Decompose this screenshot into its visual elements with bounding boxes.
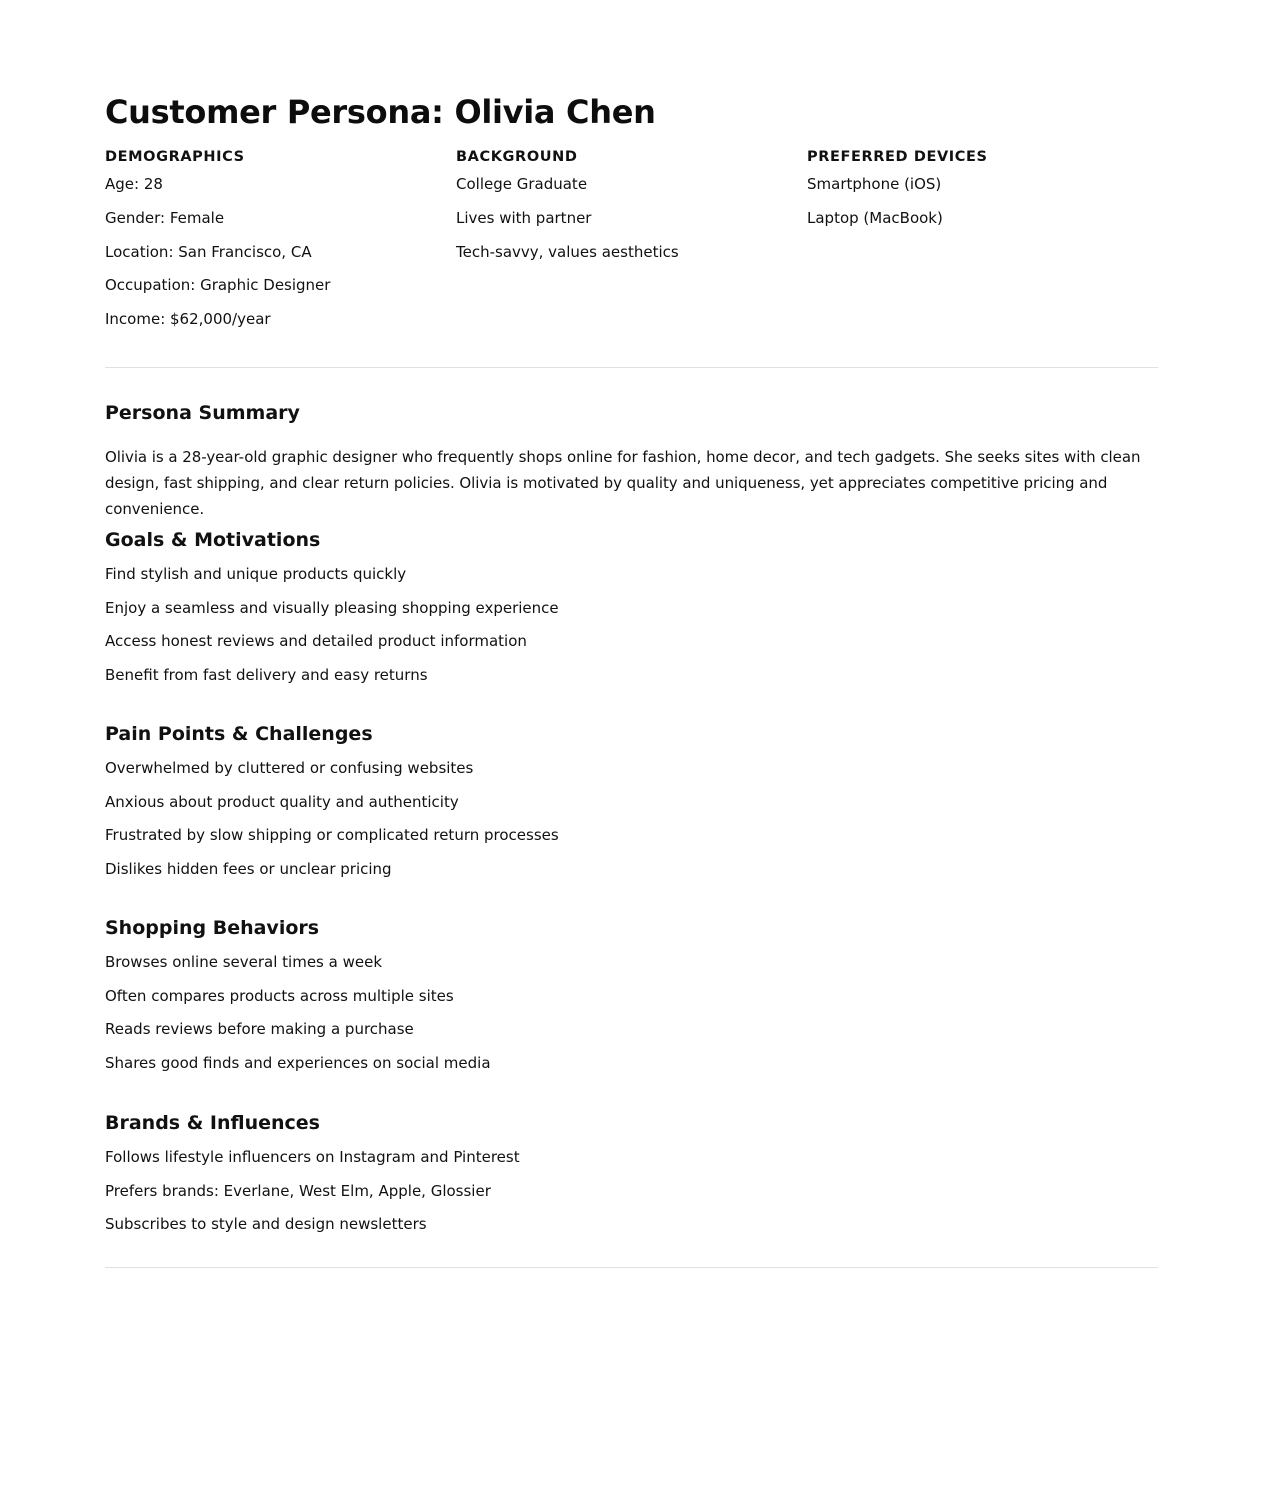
brands-influences-list: [105, 1147, 1158, 1234]
list-item: Access honest reviews and detailed product information: [105, 632, 527, 651]
list-item: Anxious about product quality and authenticity: [105, 792, 459, 811]
list-item: Frustrated by slow shipping or complicated return processes: [105, 826, 559, 845]
list-item: Overwhelmed by cluttered or confusing websites: [105, 759, 474, 777]
list-item: Benefit from fast delivery and easy returns: [105, 665, 428, 684]
pain-points-section: [105, 721, 1158, 879]
list-item: Shares good finds and experiences on social media: [105, 1053, 491, 1072]
background-item: Lives with partner: [456, 208, 592, 227]
section-divider: [105, 367, 1158, 368]
devices-column: [807, 147, 1158, 329]
demographics-age: Age: 28: [105, 175, 163, 193]
demographics-location: Location: San Francisco, CA: [105, 242, 312, 261]
demographics-gender: Gender: Female: [105, 208, 225, 227]
background-item: College Graduate: [456, 175, 588, 193]
demographics-list: [105, 174, 456, 329]
summary-heading: Persona Summary: [105, 402, 300, 424]
demographics-header: DEMOGRAPHICS: [105, 149, 245, 165]
pain-points-list: [105, 758, 1158, 879]
devices-header: PREFERRED DEVICES: [807, 149, 988, 165]
profile-columns: [105, 147, 1158, 329]
list-item: Subscribes to style and design newsletters: [105, 1215, 427, 1234]
demographics-occupation: Occupation: Graphic Designer: [105, 276, 331, 295]
list-item: Browses online several times a week: [105, 953, 383, 971]
device-item: Laptop (MacBook): [807, 208, 943, 227]
goals-section: [105, 527, 1158, 685]
device-item: Smartphone (iOS): [807, 175, 942, 193]
demographics-income: Income: $62,000/year: [105, 310, 271, 329]
goals-list: [105, 564, 1158, 685]
background-list: [456, 174, 807, 262]
shopping-behaviors-heading: Shopping Behaviors: [105, 917, 320, 939]
background-header: BACKGROUND: [456, 149, 578, 165]
goals-heading: Goals & Motivations: [105, 529, 321, 551]
list-item: Follows lifestyle influencers on Instagram and Pinterest: [105, 1148, 520, 1166]
page-title: Customer Persona: Olivia Chen: [105, 93, 656, 131]
list-item: Dislikes hidden fees or unclear pricing: [105, 859, 392, 878]
list-item: Find stylish and unique products quickly: [105, 565, 407, 583]
list-item: Enjoy a seamless and visually pleasing shopping experience: [105, 598, 559, 617]
background-column: [456, 147, 807, 329]
list-item: Prefers brands: Everlane, West Elm, Apple, Glossier: [105, 1181, 491, 1200]
demographics-column: [105, 147, 456, 329]
brands-influences-heading: Brands & Influences: [105, 1112, 320, 1134]
summary-text: Olivia is a 28-year-old graphic designer who frequently shops online for fashion, home decor, and tech gadgets. She seeks sites with clean design, fast shipping, and clear return policies. Olivia is motivated by quality and uniqueness, yet appreciates competitive pricing and convenience.: [105, 448, 1141, 518]
section-divider: [105, 1267, 1158, 1268]
list-item: Often compares products across multiple sites: [105, 986, 454, 1005]
devices-list: [807, 174, 1158, 228]
pain-points-heading: Pain Points & Challenges: [105, 723, 373, 745]
shopping-behaviors-list: [105, 952, 1158, 1073]
shopping-behaviors-section: [105, 915, 1158, 1073]
list-item: Reads reviews before making a purchase: [105, 1020, 414, 1039]
brands-influences-section: [105, 1110, 1158, 1234]
background-item: Tech-savvy, values aesthetics: [456, 242, 679, 261]
